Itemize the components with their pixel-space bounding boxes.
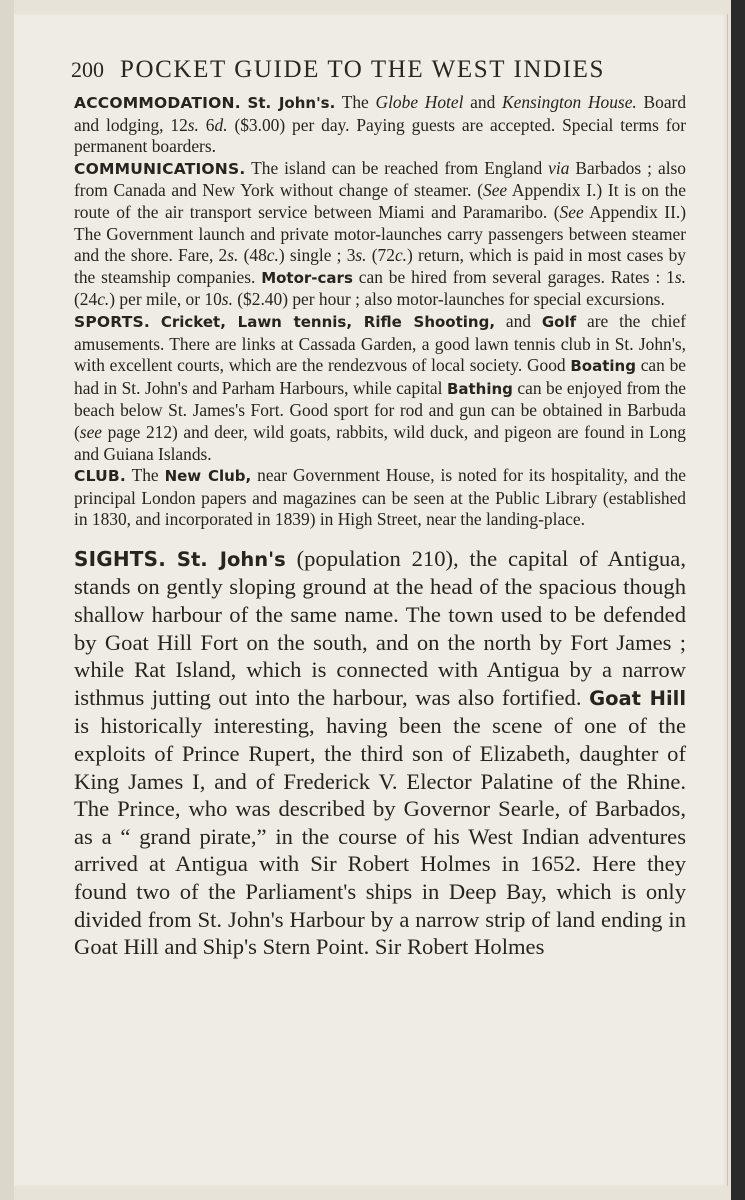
text-run: can be had in St. John's and Parham Harbours, while capital bbox=[74, 355, 687, 398]
page-number: 200 bbox=[71, 57, 104, 82]
italic-word: See bbox=[559, 201, 584, 222]
boating-term: Boating bbox=[570, 357, 636, 376]
hotel-name: Kensington House. bbox=[502, 92, 637, 112]
italic-word: See bbox=[483, 180, 508, 201]
currency-abbr: s. bbox=[187, 114, 199, 135]
text-run: Barbados ; also from Canada and New York without change of steamer. ( bbox=[74, 157, 686, 201]
section-gap bbox=[74, 531, 686, 545]
book-cover-edge bbox=[731, 0, 745, 1200]
page-content bbox=[74, 92, 686, 961]
sights-heading: SIGHTS. bbox=[74, 546, 167, 571]
sights-paragraph bbox=[74, 545, 686, 961]
accommodation-paragraph bbox=[74, 92, 686, 158]
text-run: The island can be reached from England bbox=[245, 157, 549, 178]
italic-word: via bbox=[548, 157, 570, 178]
new-club-term: New Club, bbox=[164, 467, 252, 486]
club-heading: CLUB. bbox=[74, 467, 126, 486]
sports-term: Cricket, Lawn tennis, Rifle Shooting, bbox=[160, 312, 496, 331]
text-run: and bbox=[463, 92, 503, 112]
text-run: page 212) and deer, wild goats, rabbits, wild duck, and pigeon are found in Long and Guiana Islands. bbox=[74, 421, 686, 464]
text-run: is historically interesting, having been the scene of one of the exploits of Prince Rupert, the third son of Elizabeth, daughter of King James I, and of Frederick V. Elector Palatine of the Rhine. The Prince, who was described by Governor Searle, of Barbados, as a “ grand pirate,” in the course of his West Indian adventures arrived at Antigua with Sir Robert Holmes in 1652. Here they found two of the Parliament's ships in Deep Bay, which is only divided from St. John's Harbour by a narrow strip of land ending in Goat Hill and Ship's Stern Point. Sir Robert Holmes bbox=[74, 713, 686, 960]
text-run: Appendix II.) The Government launch and private motor-launches carry passengers between steamer and the shore. Fare, 2 bbox=[74, 201, 687, 266]
italic-word: see bbox=[79, 421, 103, 442]
communications-heading: COMMUNICATIONS. bbox=[74, 159, 246, 178]
motor-cars-term: Motor-cars bbox=[261, 268, 353, 287]
text-run: (population 210), the capital of Antigua, stands on gently sloping ground at the head of the spacious though shallow harbour of the same name. The town used to be defended by Goat Hill Fort on the south, and on the north by Fort James ; while Rat Island, which is connected with Antigua by a narrow isthmus jutting out into the harbour, was also fortified. bbox=[74, 545, 686, 710]
text-run: are the chief amusements. There are links at Cassada Garden, a good lawn tennis club in St. John's, with excellent courts, which are the rendezvous of local society. Good bbox=[74, 310, 686, 376]
text-run: The bbox=[126, 465, 165, 486]
bathing-term: Bathing bbox=[446, 379, 513, 398]
currency-abbr: s. bbox=[355, 245, 367, 266]
text-run: ) per mile, or 10 bbox=[109, 289, 222, 310]
text-run: can be hired from several garages. Rates : 1 bbox=[352, 266, 675, 287]
sports-paragraph bbox=[74, 311, 686, 465]
currency-abbr: s. bbox=[227, 245, 239, 266]
accommodation-place: St. John's. bbox=[247, 94, 336, 112]
text-run: (24 bbox=[74, 289, 98, 310]
currency-abbr: d. bbox=[214, 114, 228, 135]
goat-hill-term: Goat Hill bbox=[589, 686, 687, 710]
currency-abbr: s. bbox=[221, 289, 233, 310]
text-run: ) single ; 3 bbox=[278, 245, 356, 266]
text-run: near Government House, is noted for its hospitality, and the principal London papers and magazines can be seen at the Public Library (established in 1830, and incorporated in 1839) in High Street, near the landing-place. bbox=[74, 465, 686, 530]
text-run: ($3.00) per day. Paying guests are accepted. Special terms for permanent boarders. bbox=[74, 114, 687, 157]
text-run: can be enjoyed from the beach below St. James's Fort. Good sport for rod and gun can be obtained in Barbuda ( bbox=[74, 377, 687, 442]
running-title: POCKET GUIDE TO THE WEST INDIES bbox=[120, 56, 606, 83]
club-paragraph bbox=[74, 465, 686, 531]
text-run: Appendix I.) It is on the route of the air transport service between Miami and Paramaribo. ( bbox=[74, 180, 686, 222]
page-gutter bbox=[0, 0, 14, 1200]
page-header bbox=[71, 56, 683, 84]
text-run: (48 bbox=[238, 245, 267, 266]
golf-term: Golf bbox=[541, 312, 577, 331]
accommodation-heading: ACCOMMODATION. bbox=[74, 94, 241, 112]
hotel-name: Globe Hotel bbox=[375, 92, 464, 112]
currency-abbr: c. bbox=[394, 245, 408, 266]
sports-heading: SPORTS. bbox=[74, 312, 150, 331]
currency-abbr: c. bbox=[266, 245, 279, 266]
text-run: (72 bbox=[366, 245, 395, 266]
text-run: 6 bbox=[198, 114, 215, 135]
currency-abbr: c. bbox=[97, 289, 110, 310]
communications-paragraph bbox=[74, 158, 686, 311]
sights-place: St. John's bbox=[176, 547, 286, 571]
currency-abbr: s. bbox=[674, 266, 686, 287]
text-run: and bbox=[495, 310, 542, 331]
text-run: Board and lodging, 12 bbox=[74, 92, 687, 135]
text-run: The bbox=[335, 92, 376, 112]
text-run: ) return, which is paid in most cases by the steamship companies. bbox=[74, 245, 686, 287]
text-run: ($2.40) per hour ; also motor-launches for special excursions. bbox=[232, 289, 665, 310]
